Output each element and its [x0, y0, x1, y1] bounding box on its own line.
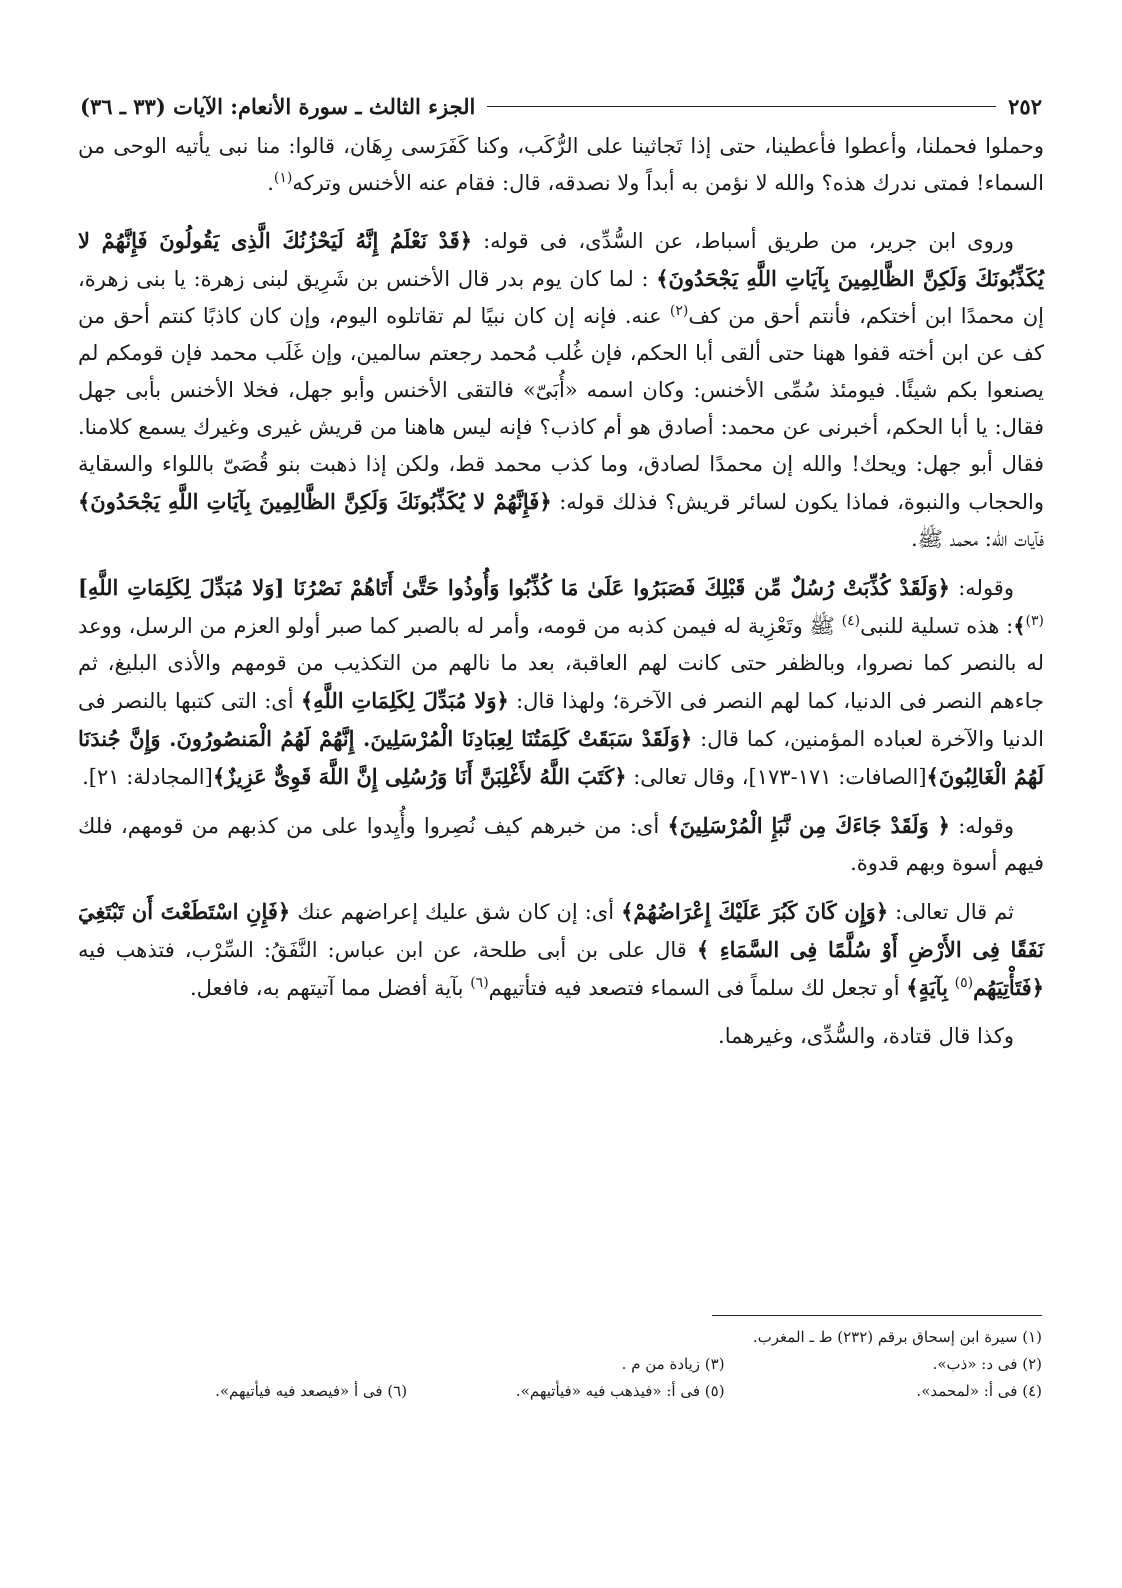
footnote-ref-4[interactable]: (٤): [841, 613, 861, 629]
footnote-row: [80, 1378, 1042, 1405]
footnote-2: (٢) فى د: «ذب».: [932, 1355, 1042, 1373]
footnote-ref-2[interactable]: (٢): [669, 303, 689, 319]
footnote-row: [80, 1351, 1042, 1378]
quran-verse: ﴿فَإِنَّهُمْ لا يُكَذِّبُونَكَ وَلَكِنَّ الظَّالِمِينَ بِآيَاتِ اللَّهِ يَجْحَدُونَ﴾: [78, 489, 552, 514]
main-text: [78, 128, 1044, 1066]
quran-verse: ﴿وَلا مُبَدِّلَ لِكَلِمَاتِ اللَّهِ﴾: [300, 688, 509, 713]
paragraph-5: ثم قال تعالى: ﴿وَإِن كَانَ كَبُرَ عَلَيْكَ إِعْرَاضُهُمْ﴾ أى: إن كان شق عليك إعراضهم عنك ﴿فَإِنِ اسْتَطَعْتَ أَن تَبْتَغِيَ نَفَقًا فِى الأَرْضِ أَوْ سُلَّمًا فِى السَّمَاءِ ﴾ قال على بن أبى طلحة، عن ابن عباس: النَّفَقُ: السِّرْب، فتذهب فيه ﴿فَتَأْتِيَهُم$^{(٥)}$ بِآيَةٍ﴾ أو تجعل لك سلماً فى السماء فتصعد فيه فتأتيهم$^{(٦)}$ بآية أفضل مما آتيتهم به، فافعل.: [78, 899, 1044, 1000]
footnote-4: (٤) فى أ: «لمحمد».: [916, 1382, 1042, 1400]
quran-verse: ﴿وَلَقَدْ كُذِّبَتْ رُسُلٌ مِّن قَبْلِكَ فَصَبَرُوا عَلَىٰ مَا كُذِّبُوا وَأُوذُوا حَتَّىٰ أَتَاهُمْ نَصْرُنَا [وَلا مُبَدِّلَ لِكَلِمَاتِ اللَّهِ]: [78, 575, 950, 600]
page-number: ٢٥٢: [1008, 93, 1042, 119]
quran-verse: ﴿فَإِنِ اسْتَطَعْتَ أَن تَبْتَغِيَ نَفَقًا فِى الأَرْضِ أَوْ سُلَّمًا فِى السَّمَاءِ ﴾: [78, 899, 1044, 962]
paragraph-1: وحملوا فحملنا، وأعطوا فأعطينا، حتى إذا تَجاثينا على الرُّكَب، وكنا كَفَرَسى رِهَان، قالوا: منا نبى يأتيه الوحى من السماء! فمتى ندرك هذه؟ والله لا نؤمن به أبداً ولا نصدقه، قال: فقام عنه الأخنس وتركه$^{(١)}$.: [78, 134, 1044, 195]
running-title: الجزء الثالث ـ سورة الأنعام: الآيات (٣٣ ـ ٣٦): [80, 93, 476, 119]
footnote-ref-6[interactable]: (٦): [470, 975, 489, 991]
footnote-row: [80, 1324, 1042, 1351]
footnote-ref-3[interactable]: (٣): [1025, 613, 1044, 629]
quran-verse: ﴿وَلَقَدْ سَبَقَتْ كَلِمَتُنَا لِعِبَادِنَا الْمُرْسَلِينَ. إِنَّهُمْ لَهُمُ الْمَنصُورُونَ. وَإِنَّ جُندَنَا لَهُمُ الْغَالِبُونَ﴾: [78, 726, 1044, 789]
header-rule: [487, 106, 996, 107]
quran-verse: ﴿قَدْ نَعْلَمُ إِنَّهُ لَيَحْزُنُكَ الَّذِى يَقُولُونَ فَإِنَّهُمْ لا يُكَذِّبُونَكَ وَلَكِنَّ الظَّالِمِينَ بِآيَاتِ اللَّهِ يَجْحَدُونَ﴾: [78, 228, 1044, 291]
footnote-5: (٥) فى أ: «فيذهب فيه «فيأتيهم».: [515, 1382, 725, 1400]
quran-verse: ﴿ وَلَقَدْ جَاءَكَ مِن نَّبَإِ الْمُرْسَلِينَ﴾: [667, 813, 950, 838]
paragraph-6: وكذا قال قتادة، والسُّدِّى، وغيرهما.: [718, 1024, 1014, 1048]
paragraph-3: وقوله: ﴿وَلَقَدْ كُذِّبَتْ رُسُلٌ مِّن قَبْلِكَ فَصَبَرُوا عَلَىٰ مَا كُذِّبُوا وَأُوذُوا حَتَّىٰ أَتَاهُمْ نَصْرُنَا [وَلا مُبَدِّلَ لِكَلِمَاتِ اللَّهِ]$^{(٣)}$﴾: هذه تسلية للنبى$^{(٤)}$ ﷺ وتَعْزِية له فيمن كذبه من قومه، وأمر له بالصبر كما صبر أولو العزم من الرسل، ووعد له بالنصر كما نصروا، وبالظفر حتى كانت لهم العاقبة، بعد ما نالهم من التكذيب من قومهم والأذى البليغ، ثم جاءهم النصر فى الدنيا، كما لهم النصر فى الآخرة؛ ولهذا قال: ﴿وَلا مُبَدِّلَ لِكَلِمَاتِ اللَّهِ﴾ أى: التى كتبها بالنصر فى الدنيا والآخرة لعباده المؤمنين، كما قال: ﴿وَلَقَدْ سَبَقَتْ كَلِمَتُنَا لِعِبَادِنَا الْمُرْسَلِينَ. إِنَّهُمْ لَهُمُ الْمَنصُورُونَ. وَإِنَّ جُندَنَا لَهُمُ الْغَالِبُونَ﴾[الصافات: ١٧١-١٧٣]، وقال تعالى: ﴿كَتَبَ اللَّهُ لأَغْلِبَنَّ أَنَا وَرُسُلِى إِنَّ اللَّهَ قَوِىٌّ عَزِيزٌ﴾[المجادلة: ٢١].: [78, 575, 1044, 789]
paragraph-2: وروى ابن جرير، من طريق أسباط، عن السُّدِّى، فى قوله: ﴿قَدْ نَعْلَمُ إِنَّهُ لَيَحْزُنُكَ الَّذِى يَقُولُونَ فَإِنَّهُمْ لا يُكَذِّبُونَكَ وَلَكِنَّ الظَّالِمِينَ بِآيَاتِ اللَّهِ يَجْحَدُونَ﴾ : لما كان يوم بدر قال الأخنس بن شَرِيق لبنى زهرة: يا بنى زهرة، إن محمدًا ابن أختكم، فأنتم أحق من كف$^{(٢)}$ عنه. فإنه إن كان نبيًا لم تقاتلوه اليوم، وإن كان كاذبًا كنتم أحق من كف عن ابن أخته قفوا ههنا حتى ألقى أبا الحكم، فإن غُلب مُحمد رجعتم سالمين، وإن غَلَب محمد فإن قومكم لم يصنعوا بكم شيئًا. فيومئذ سُمِّى الأخنس: وكان اسمه «أُبَىّ» فالتقى الأخنس وأبو جهل، فخلا الأخنس بأبى جهل فقال: يا أبا الحكم، أخبرنى عن محمد: أصادق هو أم كاذب؟ فإنه ليس هاهنا من قريش غيرى وغيرك يسمع كلامنا. فقال أبو جهل: ويحك! والله إن محمدًا لصادق، وما كذب محمد قط، ولكن إذا ذهبت بنو قُصَىّ باللواء والسقاية والحجاب والنبوة، فماذا يكون لسائر قريش؟ فذلك قوله: ﴿فَإِنَّهُمْ لا يُكَذِّبُونَكَ وَلَكِنَّ الظَّالِمِينَ بِآيَاتِ اللَّهِ يَجْحَدُونَ﴾ فآيات الله: محمد ﷺ.: [78, 228, 1044, 551]
footnotes: [80, 1324, 1042, 1405]
footnote-6: (٦) فى أ «فيصعد فيه فيأتيهم».: [215, 1382, 408, 1400]
footnote-ref-5[interactable]: (٥): [954, 975, 974, 991]
page-header: [80, 88, 1042, 124]
footnote-1: (١) سيرة ابن إسحاق برقم (٢٣٢) ط ـ المغرب.: [752, 1328, 1042, 1346]
quran-verse: ﴿وَإِن كَانَ كَبُرَ عَلَيْكَ إِعْرَاضُهُمْ﴾: [621, 899, 889, 924]
quran-verse: ﴿كَتَبَ اللَّهُ لأَغْلِبَنَّ أَنَا وَرُسُلِى إِنَّ اللَّهَ قَوِىٌّ عَزِيزٌ﴾: [212, 764, 627, 789]
footnote-ref-1[interactable]: (١): [273, 170, 293, 186]
footnote-rule: [712, 1315, 1042, 1316]
paragraph-4: وقوله: ﴿ وَلَقَدْ جَاءَكَ مِن نَّبَإِ الْمُرْسَلِينَ﴾ أى: من خبرهم كيف نُصِروا وأُيِدوا على من كذبهم من قومهم، فلك فيهم أسوة وبهم قدوة.: [78, 813, 1044, 875]
footnote-3: (٣) زيادة من م .: [621, 1355, 725, 1373]
